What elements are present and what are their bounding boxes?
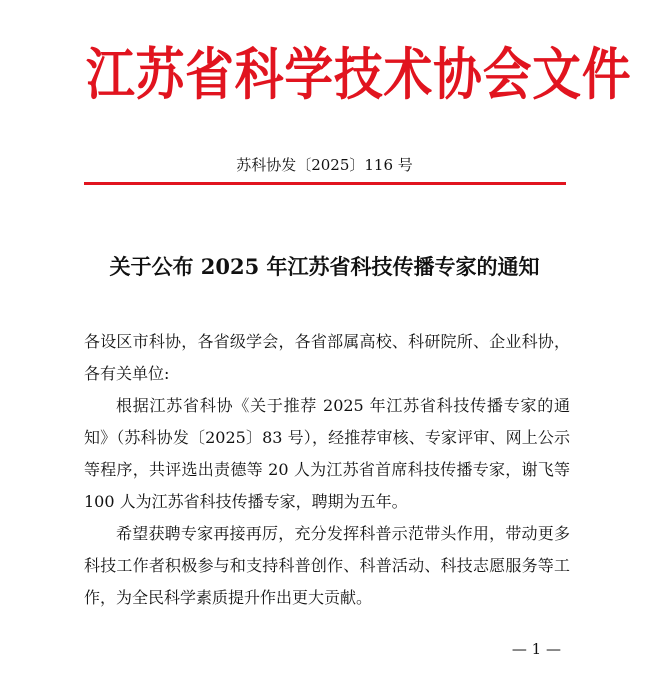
red-divider-line	[84, 182, 566, 185]
body-paragraph-1: 根据江苏省科协《关于推荐 2025 年江苏省科技传播专家的通知》（苏科协发〔2025〕83 号），经推荐审核、专家评审、网上公示等程序，共评选出责德等 20 人为江苏省首席科技传播专家，谢飞等 100 人为江苏省科技传播专家，聘期为五年。	[84, 396, 570, 511]
document-number: 苏科协发〔2025〕116 号	[236, 156, 413, 174]
addressee-paragraph: 各设区市科协，各省级学会，各省部属高校、科研院所、企业科协，各有关单位:	[84, 332, 570, 383]
notice-title: 关于公布 2025 年江苏省科技传播专家的通知	[109, 254, 540, 279]
body-paragraph-2: 希望获聘专家再接再厉，充分发挥科普示范带头作用，带动更多科技工作者积极参与和支持科普创作、科普活动、科技志愿服务等工作，为全民科学素质提升作出更大贡献。	[84, 524, 570, 607]
notice-body	[84, 326, 570, 614]
page-number: — 1 —	[511, 640, 561, 658]
document-masthead: 江苏省科学技术协会文件	[86, 42, 632, 108]
